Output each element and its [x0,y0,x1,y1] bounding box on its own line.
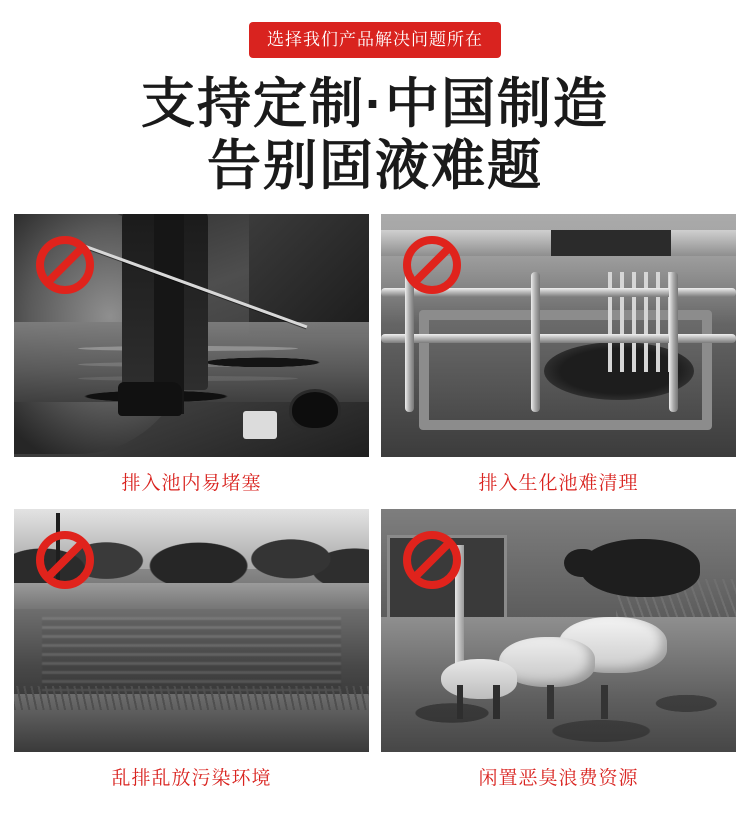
black-pig-shape [580,539,700,597]
railing-post-mid [531,272,540,412]
near-bank-grass-shape [14,694,369,752]
page-header [0,0,750,196]
problem-card [381,214,736,505]
water-reflection-shape [42,617,340,691]
pump-shape [289,389,341,431]
headline-line-1: 支持定制·中国制造 [141,74,609,134]
boot-shape [118,382,182,416]
problem-caption: 乱排乱放污染环境 [111,768,272,789]
bucket-shape [243,411,277,439]
no-entry-icon [36,531,94,589]
railing-post-right [669,272,678,412]
problem-caption: 排入池内易堵塞 [121,473,262,494]
page-title [0,74,750,196]
railing-horizontal-bottom [381,334,736,343]
pipe-bundle-shape [608,272,678,372]
headline-line-2: 告别固液难题 [207,136,543,196]
problem-grid [0,214,750,800]
railing-post-left [405,272,414,412]
pig-pen-photo [381,509,736,752]
dark-opening-shape [551,230,671,256]
problem-card [381,509,736,800]
problem-caption: 闲置恶臭浪费资源 [478,768,639,789]
problem-caption: 排入生化池难清理 [478,473,639,494]
biogas-tank-photo [381,214,736,457]
problem-card [14,214,369,505]
polluted-river-photo [14,509,369,752]
no-entry-icon [403,531,461,589]
sewage-pit-photo [14,214,369,457]
no-entry-icon [36,236,94,294]
no-entry-icon [403,236,461,294]
problem-card [14,509,369,800]
header-badge: 选择我们产品解决问题所在 [249,22,501,58]
pig-legs-shape [451,685,671,719]
